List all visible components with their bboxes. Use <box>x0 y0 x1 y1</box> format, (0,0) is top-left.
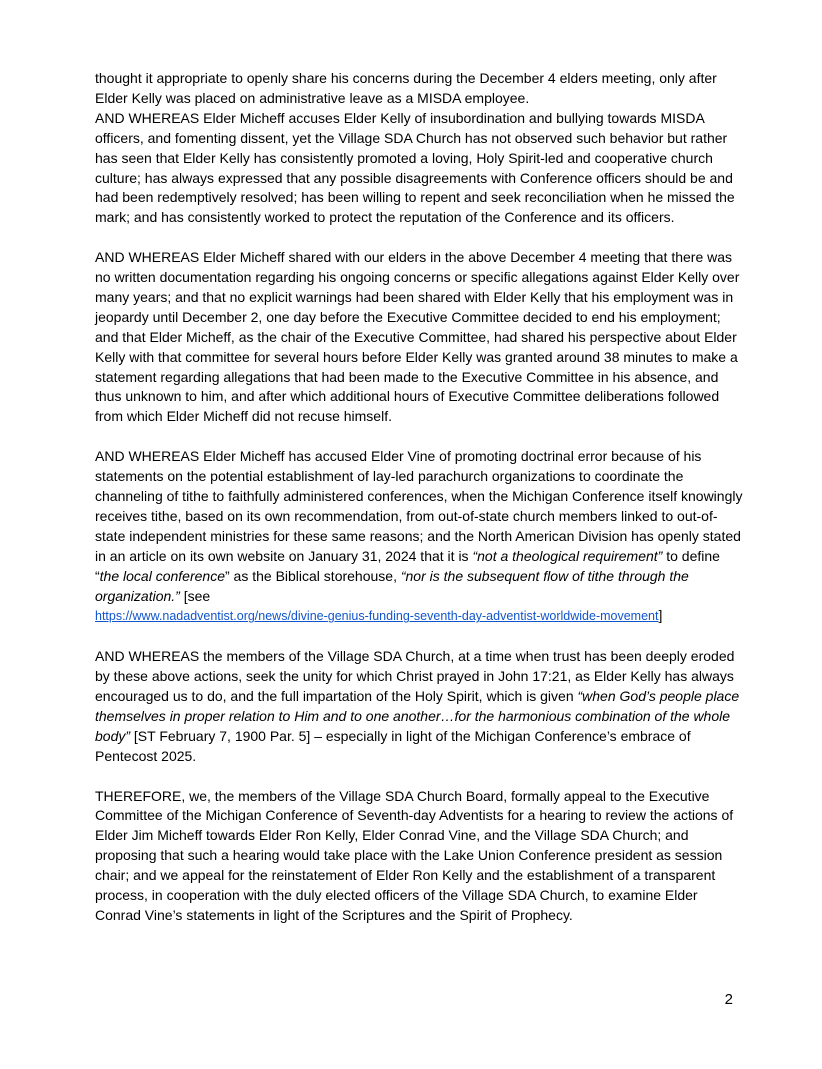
nad-article-link[interactable]: https://www.nadadventist.org/news/divine-genius-funding-seventh-day-adventist-worldwide-movement <box>95 609 659 624</box>
text-run: ] <box>658 607 663 624</box>
quote-italic: “nor is the subsequent flow of tithe through the organization.” <box>95 567 689 604</box>
paragraph-spacer <box>95 228 745 248</box>
text-run: AND WHEREAS Elder Micheff has accused Elder Vine of promoting doctrinal error because of his statements on the potential establishment of lay-led parachurch organizations to coordinate the channeling of tithe to faithfully administered conferences, when the Michigan Conference itself knowingly receives tithe, based on its own recommendation, from out-of-state church members linked to out-of-state independent ministries for these same reasons; and the North American Division has openly stated in an article on its own website on January 31, 2024 that it is <box>95 448 743 564</box>
paragraph-continuation: thought it appropriate to openly share his concerns during the December 4 elders meeting, only after Elder Kelly was placed on administrative leave as a MISDA employee. <box>95 70 717 106</box>
text-run: [ST February 7, 1900 Par. 5] – especially in light of the Michigan Conference’s embrace of Pentecost 2025. <box>95 727 691 764</box>
paragraph-whereas-unity <box>95 647 745 766</box>
quote-italic: “not a theological requirement” <box>472 547 663 564</box>
quote-italic: the local conference <box>99 567 225 584</box>
paragraph-whereas-documentation: AND WHEREAS Elder Micheff shared with our elders in the above December 4 meeting that there was no written documentation regarding his ongoing concerns or specific allegations against Elder Kelly over many years; and that no explicit warnings had been shared with Elder Kelly that his employment was in jeopardy until December 2, one day before the Executive Committee decided to end his employment; and that Elder Micheff, as the chair of the Executive Committee, had shared his perspective about Elder Kelly with that committee for several hours before Elder Kelly was granted around 38 minutes to make a statement regarding allegations that had been made to the Executive Committee in his absence, and thus unknown to him, and after which additional hours of Executive Committee deliberations followed from which Elder Micheff did not recuse himself. <box>95 249 740 425</box>
paragraph-spacer <box>95 427 745 447</box>
paragraph-spacer <box>95 767 745 787</box>
text-run: to define “ <box>95 547 720 584</box>
text-run: [see <box>179 587 211 604</box>
paragraph-spacer <box>95 627 745 647</box>
document-body <box>95 69 745 926</box>
quote-italic: “when God’s people place themselves in proper relation to Him and to one another…for the harmonious combination of the whole body” <box>95 688 740 744</box>
text-run: ” as the Biblical storehouse, <box>224 567 401 584</box>
text-run: AND WHEREAS the members of the Village SDA Church, at a time when trust has been deeply eroded by these above actions, seek the unity for which Christ prayed in John 17:21, as Elder Kelly has always encouraged us to do, and the full impartation of the Holy Spirit, which is given <box>95 648 735 705</box>
paragraph-therefore-appeal: THEREFORE, we, the members of the Village SDA Church Board, formally appeal to the Executive Committee of the Michigan Conference of Seventh-day Adventists for a hearing to review the actions of Elder Jim Micheff towards Elder Ron Kelly, Elder Conrad Vine, and the Village SDA Church; and proposing that such a hearing would take place with the Lake Union Conference president as session chair; and we appeal for the reinstatement of Elder Ron Kelly and the establishment of a transparent process, in cooperation with the duly elected officers of the Village SDA Church, to examine Elder Conrad Vine’s statements in light of the Scriptures and the Spirit of Prophecy. <box>95 787 734 923</box>
paragraph-whereas-insubordination: AND WHEREAS Elder Micheff accuses Elder Kelly of insubordination and bullying towards MISDA officers, and fomenting dissent, yet the Village SDA Church has not observed such behavior but rather has seen that Elder Kelly has consistently promoted a loving, Holy Spirit-led and cooperative church culture; has always expressed that any possible disagreements with Conference officers should be and had been redemptively resolved; has been willing to repent and seek reconciliation when he missed the mark; and has consistently worked to protect the reputation of the Conference and its officers. <box>95 109 735 226</box>
page-number: 2 <box>724 991 733 1008</box>
paragraph-whereas-doctrinal-error <box>95 447 745 627</box>
